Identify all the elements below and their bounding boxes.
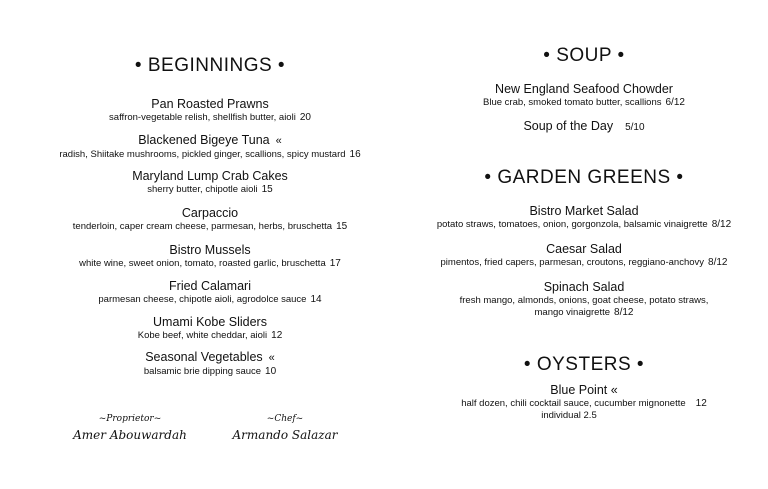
chef-signature: ~Chef~ Armando Salazar [232, 414, 338, 442]
proprietor-signature: ~Proprietor~ Amer Abouwardah [73, 414, 187, 442]
menu-item: Umami Kobe Sliders Kobe beef, white cheddar, aioli 12 [137, 315, 283, 341]
menu-item: Caesar Salad pimentos, fried capers, parmesan, croutons, reggiano-anchovy 8/12 [440, 242, 728, 268]
menu-item: Soup of the Day 5/10 [523, 119, 645, 133]
menu-item: Pan Roasted Prawns saffron-vegetable relish, shellfish butter, aioli 20 [109, 97, 311, 123]
menu-item: Spinach Salad fresh mango, almonds, onions, goat cheese, potato straws, mango vinaigrette 8/12 [459, 280, 709, 318]
beginnings-heading: • BEGINNINGS • [134, 55, 286, 76]
menu-item: Bistro Mussels white wine, sweet onion, tomato, roasted garlic, bruschetta 17 [79, 243, 341, 269]
menu-item: Fried Calamari parmesan cheese, chipotle aioli, agrodolce sauce 14 [98, 279, 322, 305]
menu-item: Bistro Market Salad potato straws, tomatoes, onion, gorgonzola, balsamic vinaigrette 8/12 [436, 204, 732, 230]
oysters-heading: • OYSTERS • [523, 354, 645, 375]
menu-item: Blue Point « half dozen, chili cocktail sauce, cucumber mignonette 12 individual 2.5 [461, 383, 707, 421]
menu-item: Seasonal Vegetables « balsamic brie dipping sauce 10 [143, 350, 277, 377]
menu-item: Carpaccio tenderloin, caper cream cheese, parmesan, herbs, bruschetta 15 [72, 206, 348, 232]
menu-item: New England Seafood Chowder Blue crab, smoked tomato butter, scallions 6/12 [483, 82, 685, 108]
garden-greens-heading: • GARDEN GREENS • [484, 167, 684, 188]
menu-item: Blackened Bigeye Tuna « radish, Shiitake mushrooms, pickled ginger, scallions, spicy mustard 16 [59, 133, 361, 160]
soup-heading: • SOUP • [543, 45, 625, 66]
menu-item: Maryland Lump Crab Cakes sherry butter, chipotle aioli 15 [132, 169, 288, 195]
